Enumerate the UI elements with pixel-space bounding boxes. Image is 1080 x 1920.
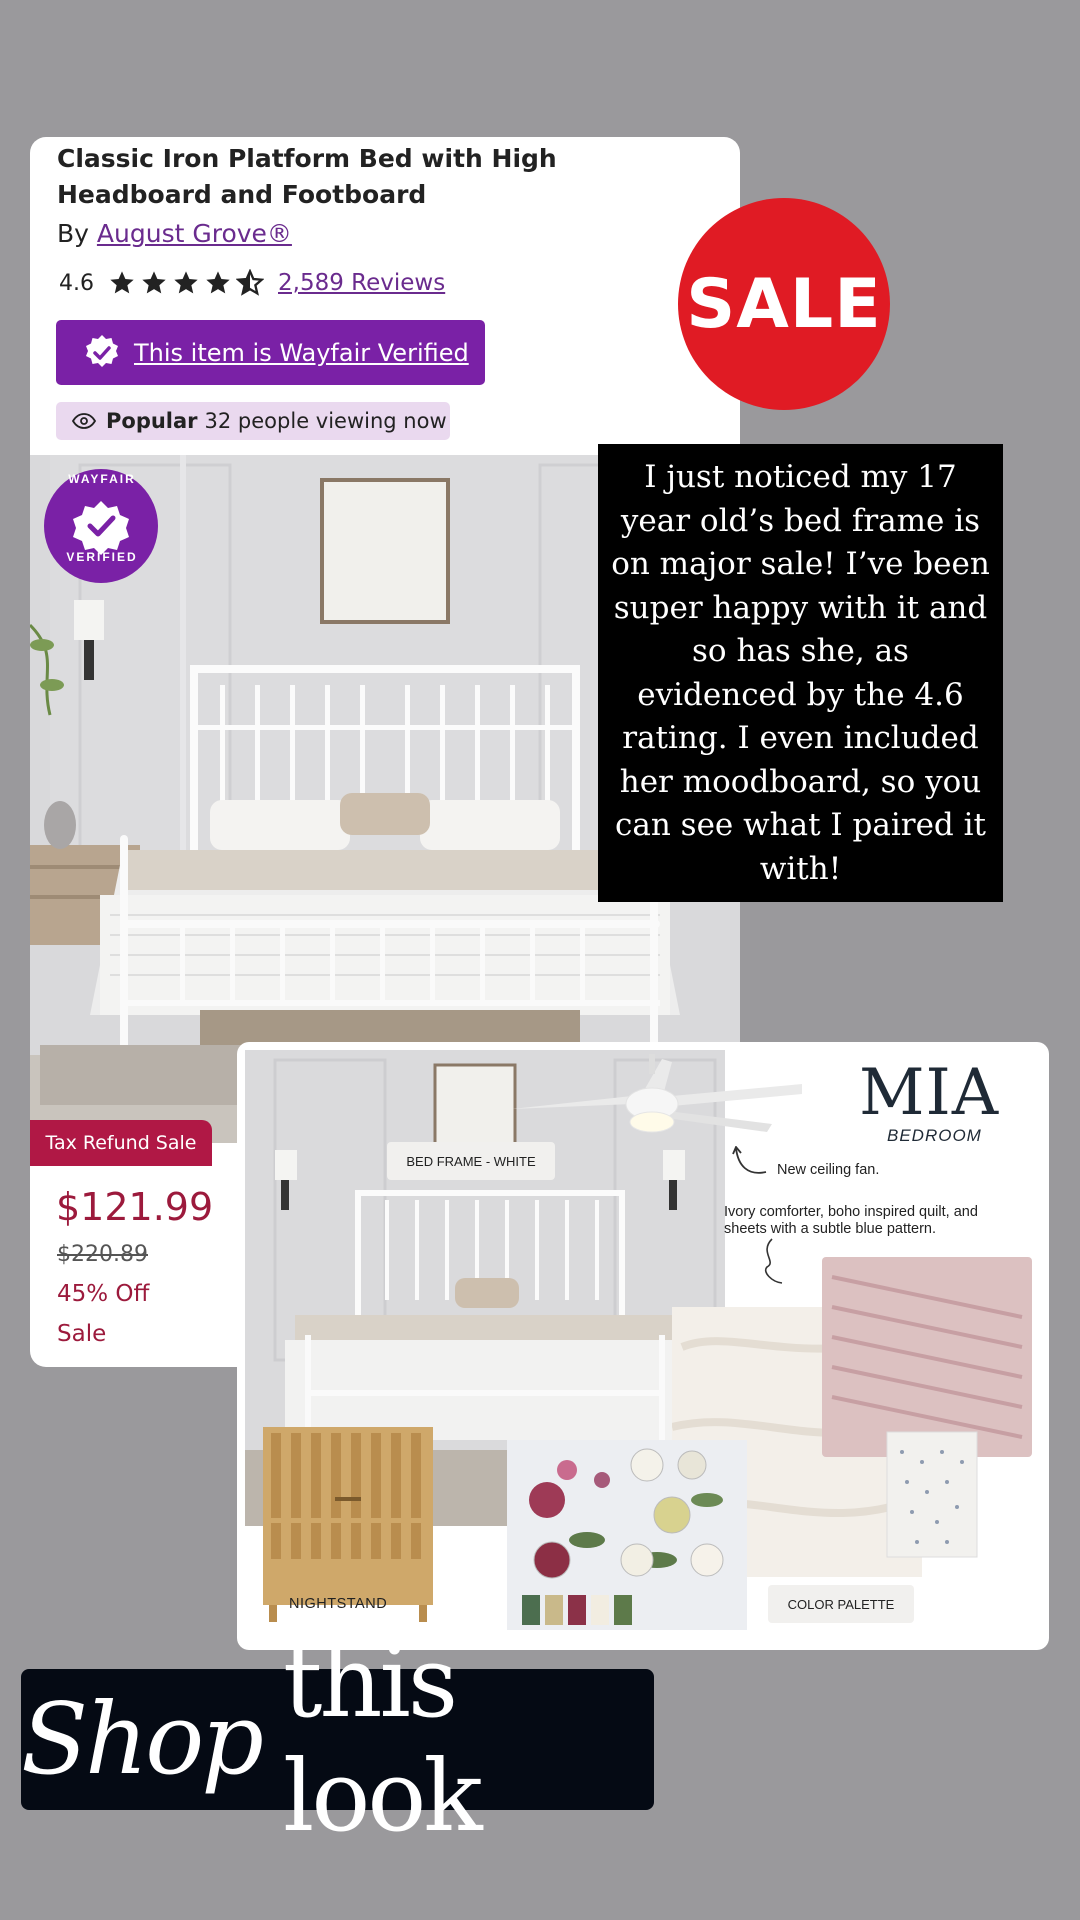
product-title: Classic Iron Platform Bed with High Headboard and Footboard (57, 144, 557, 209)
story-caption: I just noticed my 17 year old’s bed frame is on major sale! I’ve been super happy with it and so has she, as evidenced by the 4.6 rating. I even included her moodboard, so you can see what I paired it with! (598, 444, 1003, 902)
nightstand-label: NIGHTSTAND (289, 1596, 388, 1612)
wayfair-verified-label: This item is Wayfair Verified (134, 338, 469, 367)
star-rating (108, 269, 264, 297)
sale-label: Sale (57, 1321, 107, 1347)
verified-badge-text: WAYFAIR VERIFIED (66, 472, 138, 564)
curved-arrow-icon (732, 1146, 772, 1182)
half-star-icon (236, 269, 264, 297)
star-icon (108, 269, 136, 297)
star-icon (204, 269, 232, 297)
moodboard-title: MIA (859, 1056, 1000, 1130)
bed-frame-label: BED FRAME - WHITE (387, 1142, 555, 1180)
ceiling-fan-image (512, 1054, 802, 1154)
eye-icon (72, 413, 96, 429)
tax-refund-sale-badge: Tax Refund Sale (30, 1120, 212, 1166)
reviews-link[interactable]: 2,589 Reviews (278, 270, 446, 296)
brand-link[interactable]: August Grove® (96, 219, 292, 248)
shop-this-look-button[interactable] (21, 1625, 654, 1854)
shop-word: Shop (21, 1682, 261, 1797)
rating-value: 4.6 (59, 270, 94, 296)
star-icon (140, 269, 168, 297)
by-prefix: By (57, 219, 89, 248)
popular-label: Popular (106, 409, 198, 433)
moodboard[interactable] (237, 1042, 1049, 1650)
byline (57, 219, 292, 248)
rating-row (59, 265, 445, 301)
wayfair-verified-button[interactable] (56, 320, 485, 385)
bedding-note: Ivory comforter, boho inspired quilt, and sheets with a subtle blue pattern. (724, 1204, 978, 1237)
discount-percent: 45% Off (57, 1281, 150, 1307)
color-palette-label: COLOR PALETTE (768, 1585, 914, 1623)
this-look-text: this look (283, 1625, 480, 1854)
viewers-count: 32 people viewing now (204, 409, 447, 433)
moodboard-subtitle: BEDROOM (887, 1126, 982, 1145)
original-price: $220.89 (57, 1242, 148, 1267)
verified-check-icon (82, 333, 122, 373)
nightstand-image (263, 1427, 433, 1622)
popular-indicator (56, 402, 450, 440)
sale-sticker: SALE (678, 198, 890, 410)
current-price: $121.99 (56, 1185, 214, 1229)
star-icon (172, 269, 200, 297)
color-palette-image (507, 1440, 747, 1630)
fan-note: New ceiling fan. (777, 1162, 880, 1178)
